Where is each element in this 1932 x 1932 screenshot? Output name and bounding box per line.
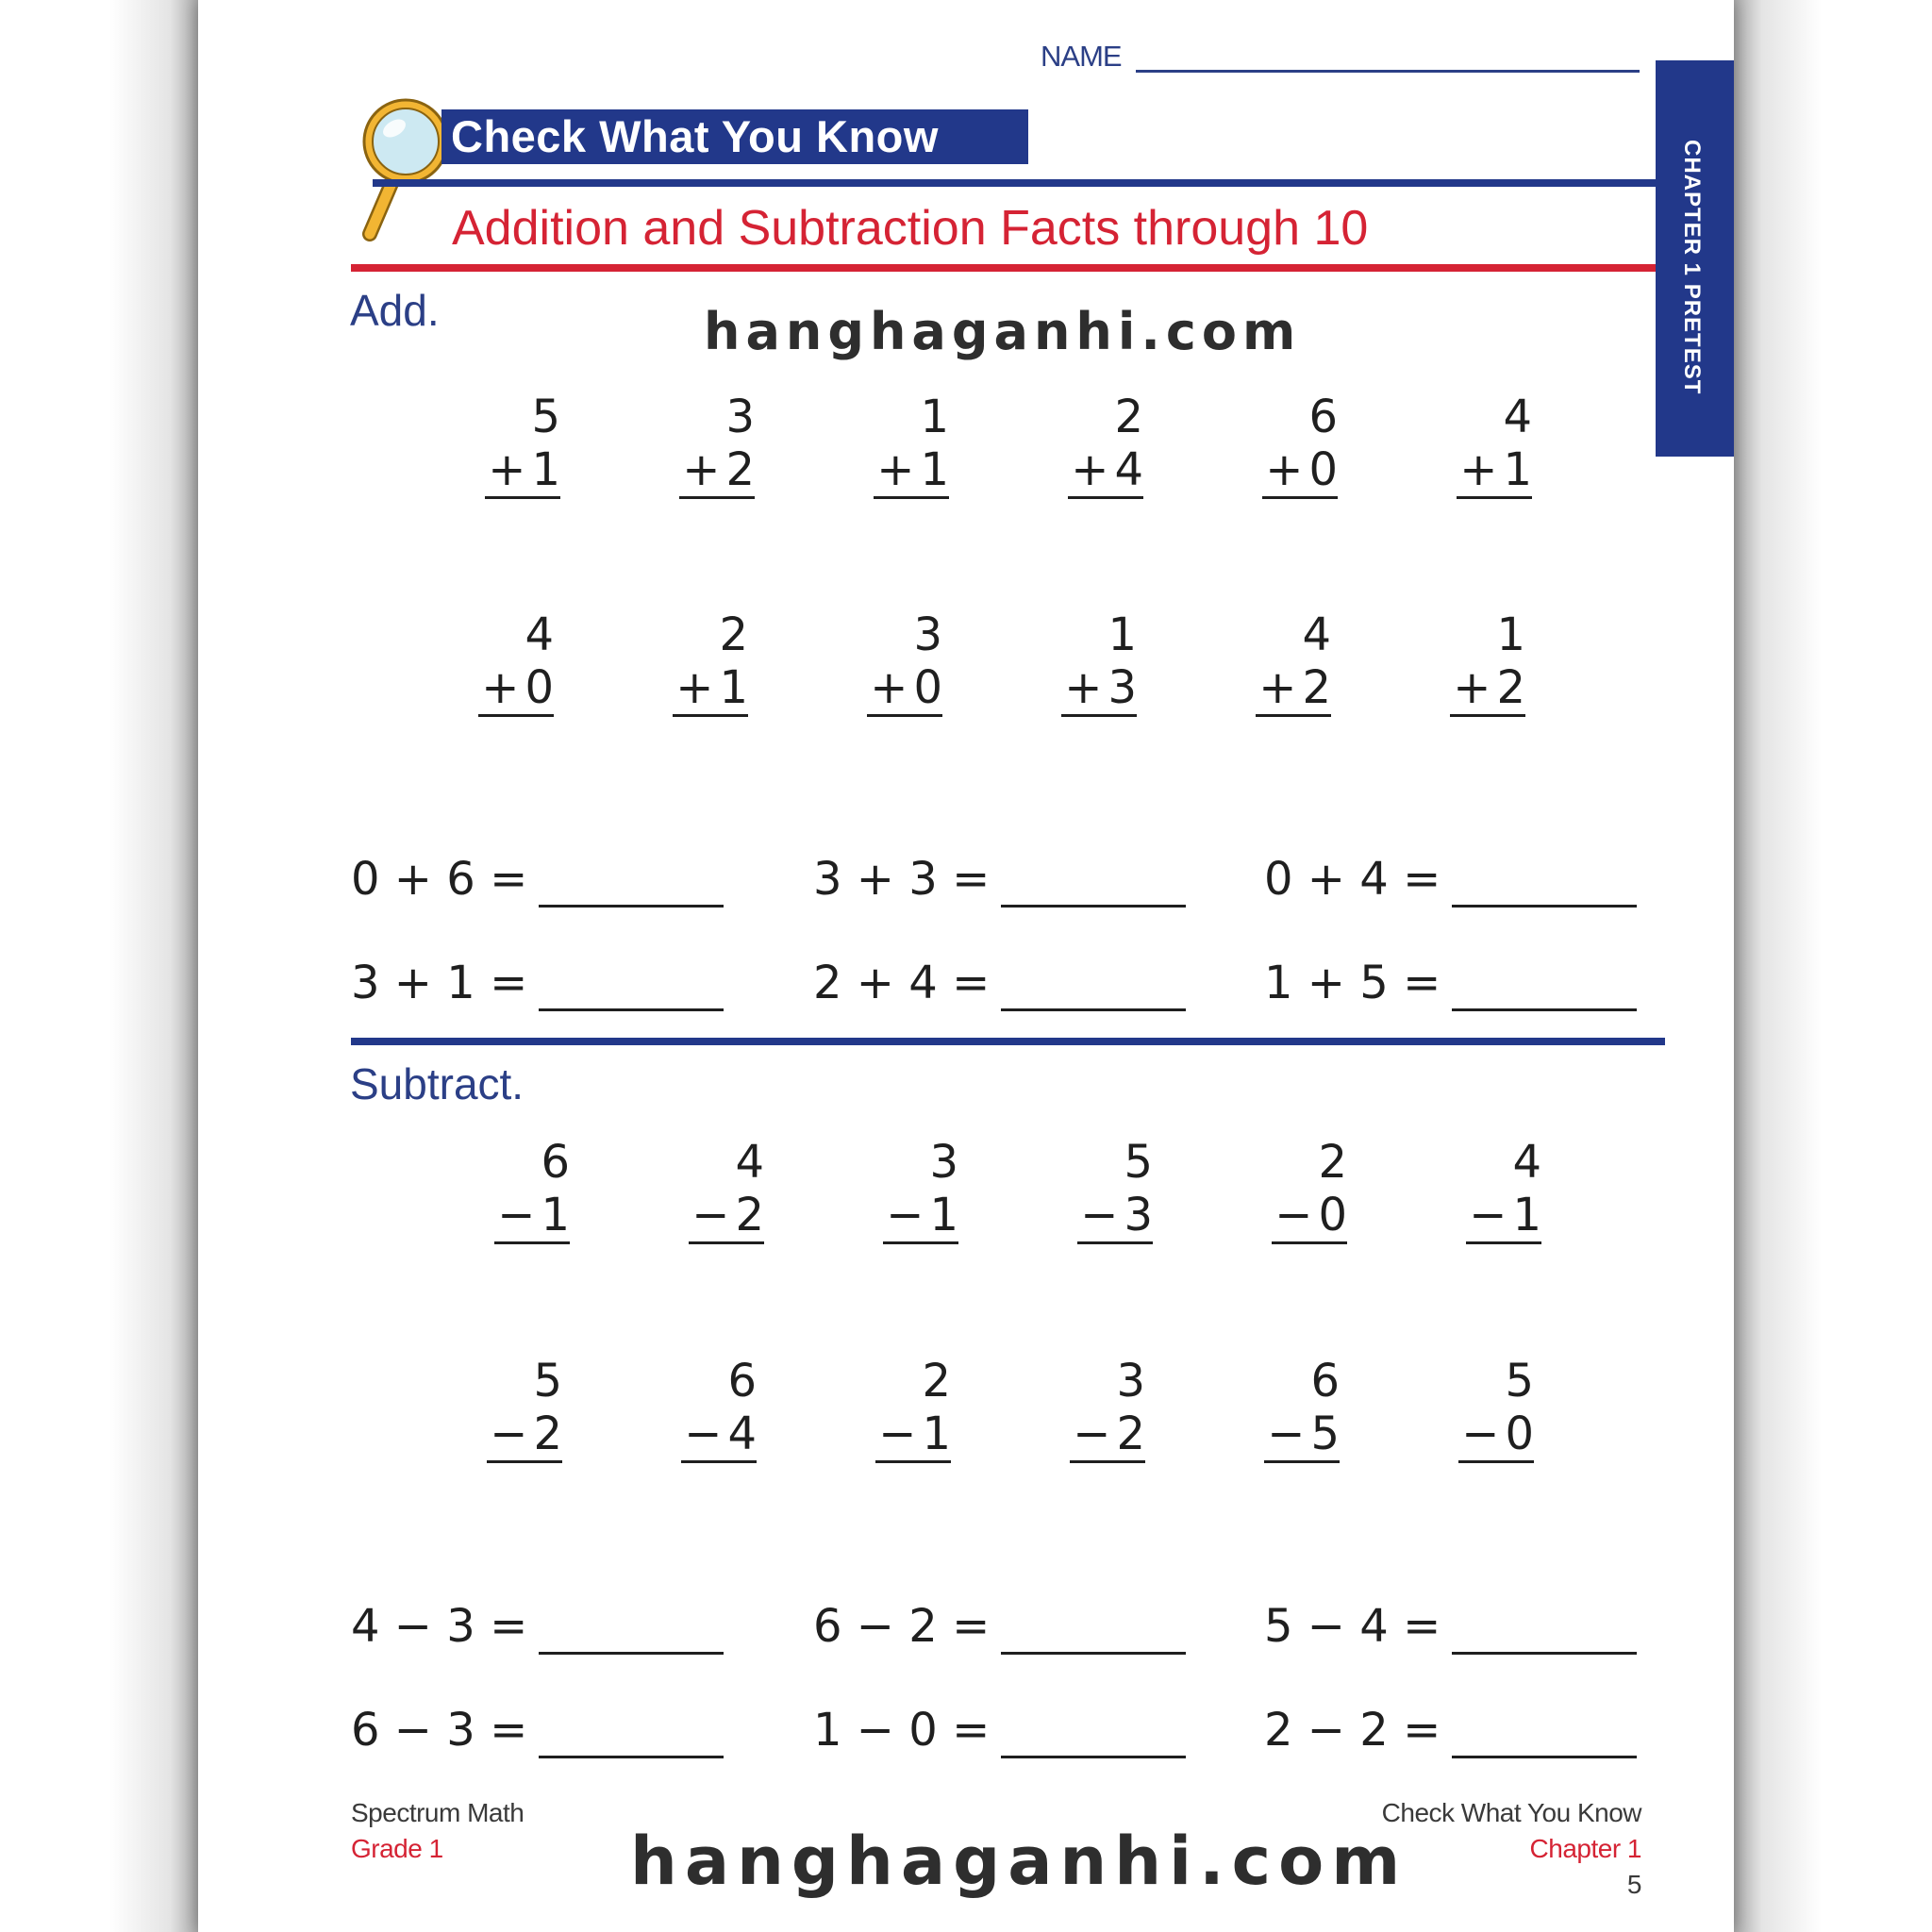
operator-sign: −	[1080, 1189, 1119, 1241]
equation-text: 3 + 3 =	[813, 853, 991, 906]
page-number: 5	[1626, 1870, 1641, 1899]
problem-bottom-row	[1061, 661, 1137, 717]
problem-top-number: 1	[1496, 608, 1525, 661]
equation-problem	[1264, 1702, 1637, 1758]
equation-problem	[351, 1702, 724, 1758]
problem-bottom-number: 5	[1310, 1407, 1340, 1460]
operator-sign: +	[1071, 443, 1109, 496]
operator-sign: +	[481, 661, 520, 714]
operator-sign: +	[1258, 661, 1297, 714]
problem-top-number: 4	[1512, 1136, 1541, 1189]
operator-sign: −	[878, 1407, 917, 1460]
answer-blank[interactable]	[1452, 870, 1637, 908]
footer-section-title: Check What You Know	[1381, 1798, 1641, 1827]
answer-blank[interactable]	[1001, 974, 1186, 1011]
magnifying-glass-icon	[351, 94, 445, 245]
problem-top-number: 5	[1124, 1136, 1153, 1189]
watermark-bottom: hanghaganhi.com	[630, 1823, 1408, 1900]
problem-bottom-row	[1466, 1189, 1541, 1244]
problem-top-number: 6	[1308, 391, 1338, 443]
answer-blank[interactable]	[1001, 1721, 1186, 1758]
vertical-problem	[1070, 1355, 1145, 1463]
problem-top-number: 4	[1503, 391, 1532, 443]
problem-top-number: 3	[1116, 1355, 1145, 1407]
equation-text: 4 − 3 =	[351, 1600, 528, 1653]
equation-text: 2 + 4 =	[813, 957, 991, 1009]
problem-bottom-row	[1262, 443, 1338, 499]
operator-sign: +	[682, 443, 721, 496]
equation-problem	[1264, 851, 1637, 908]
equation-text: 6 − 2 =	[813, 1600, 991, 1653]
vertical-problem	[681, 1355, 757, 1463]
operator-sign: +	[488, 443, 526, 496]
add-section-label: Add.	[350, 286, 440, 335]
vertical-problem	[679, 391, 755, 499]
equation-problem	[813, 851, 1186, 908]
operator-sign: −	[691, 1189, 730, 1241]
problem-top-number: 2	[922, 1355, 951, 1407]
equation-problem	[351, 955, 724, 1011]
vertical-problem	[874, 391, 949, 499]
problem-bottom-row	[494, 1189, 570, 1244]
vertical-problem	[494, 1136, 570, 1244]
problem-bottom-number: 1	[541, 1189, 570, 1241]
footer-book-title: Spectrum Math	[351, 1798, 525, 1827]
problem-bottom-number: 2	[1496, 661, 1525, 714]
vertical-problem	[1256, 608, 1331, 717]
problem-bottom-number: 0	[1505, 1407, 1534, 1460]
problem-top-number: 6	[541, 1136, 570, 1189]
problem-bottom-number: 0	[913, 661, 942, 714]
problem-bottom-number: 1	[920, 443, 949, 496]
operator-sign: +	[870, 661, 908, 714]
equation-text: 1 + 5 =	[1264, 957, 1441, 1009]
problem-top-number: 2	[1318, 1136, 1347, 1189]
answer-blank[interactable]	[539, 870, 724, 908]
divider-blue	[373, 179, 1665, 187]
vertical-problem	[1068, 391, 1143, 499]
footer-grade: Grade 1	[351, 1834, 443, 1863]
problem-bottom-row	[1077, 1189, 1153, 1244]
problem-bottom-row	[1458, 1407, 1534, 1463]
problem-bottom-row	[478, 661, 554, 717]
vertical-problem	[1061, 608, 1137, 717]
problem-bottom-row	[874, 443, 949, 499]
vertical-problem	[478, 608, 554, 717]
subtract-section-label: Subtract.	[350, 1059, 525, 1108]
problem-bottom-row	[883, 1189, 958, 1244]
operator-sign: −	[684, 1407, 723, 1460]
equation-problem	[1264, 1598, 1637, 1655]
problem-bottom-row	[485, 443, 560, 499]
operator-sign: −	[1461, 1407, 1500, 1460]
vertical-problem	[1264, 1355, 1340, 1463]
answer-blank[interactable]	[1001, 870, 1186, 908]
problem-bottom-number: 2	[533, 1407, 562, 1460]
operator-sign: −	[490, 1407, 528, 1460]
equation-problem	[813, 1598, 1186, 1655]
operator-sign: −	[1073, 1407, 1111, 1460]
problem-bottom-row	[673, 661, 748, 717]
worksheet-page	[198, 0, 1734, 1932]
problem-bottom-number: 1	[1512, 1189, 1541, 1241]
equation-problem	[813, 1702, 1186, 1758]
page-subtitle: Addition and Subtraction Facts through 10	[452, 201, 1369, 256]
equation-text: 5 − 4 =	[1264, 1600, 1441, 1653]
answer-blank[interactable]	[1452, 1721, 1637, 1758]
name-field-line[interactable]	[1136, 70, 1640, 73]
problem-top-number: 2	[1114, 391, 1143, 443]
vertical-problem	[1272, 1136, 1347, 1244]
operator-sign: +	[1064, 661, 1103, 714]
problem-bottom-number: 4	[727, 1407, 757, 1460]
vertical-problem	[673, 608, 748, 717]
problem-bottom-number: 1	[929, 1189, 958, 1241]
equation-text: 0 + 4 =	[1264, 853, 1441, 906]
problem-top-number: 1	[920, 391, 949, 443]
problem-bottom-number: 2	[1302, 661, 1331, 714]
equation-problem	[1264, 955, 1637, 1011]
problem-bottom-number: 3	[1108, 661, 1137, 714]
operator-sign: +	[876, 443, 915, 496]
answer-blank[interactable]	[1452, 1617, 1637, 1655]
operator-sign: +	[1265, 443, 1304, 496]
name-label: NAME	[1041, 40, 1122, 73]
problem-bottom-row	[689, 1189, 764, 1244]
vertical-problem	[487, 1355, 562, 1463]
equation-text: 2 − 2 =	[1264, 1704, 1441, 1757]
operator-sign: −	[886, 1189, 924, 1241]
problem-bottom-number: 1	[1503, 443, 1532, 496]
problem-top-number: 5	[1505, 1355, 1534, 1407]
problem-bottom-row	[681, 1407, 757, 1463]
problem-bottom-number: 4	[1114, 443, 1143, 496]
operator-sign: −	[1469, 1189, 1507, 1241]
problem-top-number: 5	[531, 391, 560, 443]
problem-top-number: 5	[533, 1355, 562, 1407]
problem-top-number: 1	[1108, 608, 1137, 661]
problem-top-number: 4	[735, 1136, 764, 1189]
problem-top-number: 4	[1302, 608, 1331, 661]
problem-bottom-row	[679, 443, 755, 499]
problem-bottom-row	[1068, 443, 1143, 499]
problem-top-number: 4	[525, 608, 554, 661]
vertical-problem	[1458, 1355, 1534, 1463]
divider-red	[351, 264, 1665, 272]
problem-bottom-number: 2	[725, 443, 755, 496]
problem-bottom-number: 1	[531, 443, 560, 496]
side-tab-label: CHAPTER 1 PRETEST	[1679, 140, 1705, 395]
problem-bottom-number: 0	[1318, 1189, 1347, 1241]
answer-blank[interactable]	[1001, 1617, 1186, 1655]
problem-bottom-number: 0	[525, 661, 554, 714]
problem-top-number: 3	[913, 608, 942, 661]
vertical-problem	[1077, 1136, 1153, 1244]
problem-bottom-row	[875, 1407, 951, 1463]
vertical-problem	[883, 1136, 958, 1244]
vertical-problem	[875, 1355, 951, 1463]
equation-text: 3 + 1 =	[351, 957, 528, 1009]
vertical-problem	[867, 608, 942, 717]
page-title: Check What You Know	[451, 111, 939, 161]
problem-top-number: 3	[725, 391, 755, 443]
vertical-problem	[1466, 1136, 1541, 1244]
answer-blank[interactable]	[539, 974, 724, 1011]
problem-bottom-number: 2	[735, 1189, 764, 1241]
equation-problem	[813, 955, 1186, 1011]
operator-sign: −	[497, 1189, 536, 1241]
problem-bottom-row	[487, 1407, 562, 1463]
problem-bottom-row	[1272, 1189, 1347, 1244]
equation-text: 6 − 3 =	[351, 1704, 528, 1757]
problem-bottom-row	[1264, 1407, 1340, 1463]
operator-sign: +	[1459, 443, 1498, 496]
answer-blank[interactable]	[539, 1617, 724, 1655]
vertical-problem	[1457, 391, 1532, 499]
problem-top-number: 2	[719, 608, 748, 661]
section-divider	[351, 1038, 1665, 1045]
equation-problem	[351, 851, 724, 908]
problem-bottom-row	[1450, 661, 1525, 717]
problem-bottom-row	[1256, 661, 1331, 717]
operator-sign: −	[1267, 1407, 1306, 1460]
problem-top-number: 6	[727, 1355, 757, 1407]
problem-bottom-row	[867, 661, 942, 717]
vertical-problem	[1450, 608, 1525, 717]
vertical-problem	[1262, 391, 1338, 499]
equation-problem	[351, 1598, 724, 1655]
problem-bottom-number: 2	[1116, 1407, 1145, 1460]
watermark-top: hanghaganhi.com	[704, 302, 1302, 361]
answer-blank[interactable]	[1452, 974, 1637, 1011]
problem-top-number: 3	[929, 1136, 958, 1189]
problem-bottom-row	[1457, 443, 1532, 499]
problem-bottom-number: 0	[1308, 443, 1338, 496]
vertical-problem	[689, 1136, 764, 1244]
operator-sign: −	[1274, 1189, 1313, 1241]
problem-bottom-row	[1070, 1407, 1145, 1463]
operator-sign: +	[675, 661, 714, 714]
problem-bottom-number: 3	[1124, 1189, 1153, 1241]
footer-chapter: Chapter 1	[1529, 1834, 1641, 1863]
equation-text: 1 − 0 =	[813, 1704, 991, 1757]
answer-blank[interactable]	[539, 1721, 724, 1758]
problem-top-number: 6	[1310, 1355, 1340, 1407]
operator-sign: +	[1453, 661, 1491, 714]
equation-text: 0 + 6 =	[351, 853, 528, 906]
chapter-side-tab	[1656, 60, 1734, 457]
vertical-problem	[485, 391, 560, 499]
problem-bottom-number: 1	[922, 1407, 951, 1460]
problem-bottom-number: 1	[719, 661, 748, 714]
